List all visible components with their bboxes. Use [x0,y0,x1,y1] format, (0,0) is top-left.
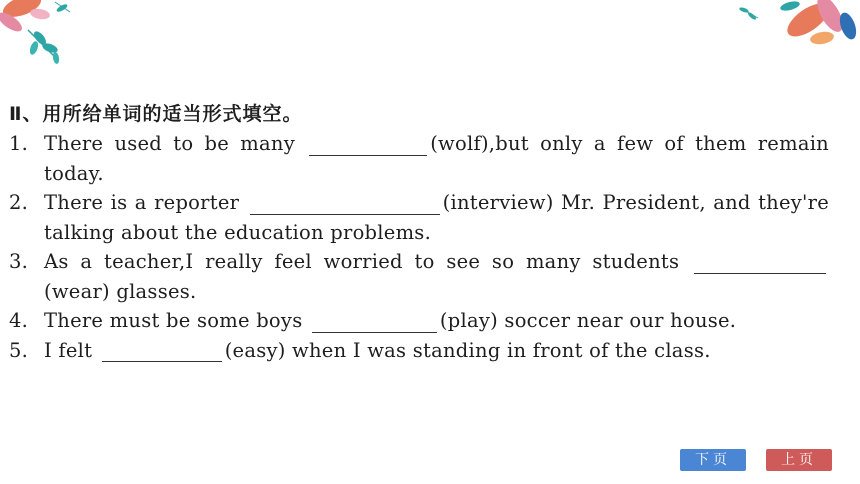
floral-leaves-icon [730,0,860,55]
item-number: 1. [9,132,29,155]
answer-blank[interactable] [694,251,826,274]
item-text-before: There used to be many [44,132,307,155]
item-number: 4. [9,309,29,332]
item-text [44,336,829,366]
item-text-after: (wear) glasses. [44,279,197,303]
exercise-item [9,129,829,188]
exercise-item [9,188,829,247]
item-text-before: As a teacher,I really feel worried to see so many students [44,250,691,273]
exercise-heading: Ⅱ、用所给单词的适当形式填空。 [9,103,303,125]
next-page-button[interactable]: 下页 [680,449,746,471]
answer-blank[interactable] [312,310,437,333]
item-text [44,129,829,188]
item-number: 5. [9,338,29,362]
answer-blank[interactable] [309,133,427,156]
item-text [44,247,829,306]
item-text [44,306,829,336]
item-number: 2. [9,191,29,214]
exercise-item [9,336,829,366]
answer-blank[interactable] [102,339,222,362]
item-text-after: (wolf),but only a few of them remain today. [44,132,829,185]
item-text [44,188,829,247]
item-text-after: (interview) Mr. President, and they're talking about the education problems. [44,191,829,244]
item-text-after: (play) soccer near our house. [439,309,737,332]
prev-page-button[interactable]: 上页 [766,449,832,471]
exercise-section [9,100,829,365]
answer-blank[interactable] [250,192,440,215]
exercise-item [9,306,829,336]
item-text-before: There must be some boys [44,309,309,332]
item-text-before: There is a reporter [44,191,247,214]
floral-leaves-icon [0,0,90,70]
exercise-item [9,247,829,306]
item-number: 3. [9,250,29,273]
item-text-after: (easy) when I was standing in front of the class. [224,338,711,362]
item-text-before: I felt [44,338,99,362]
